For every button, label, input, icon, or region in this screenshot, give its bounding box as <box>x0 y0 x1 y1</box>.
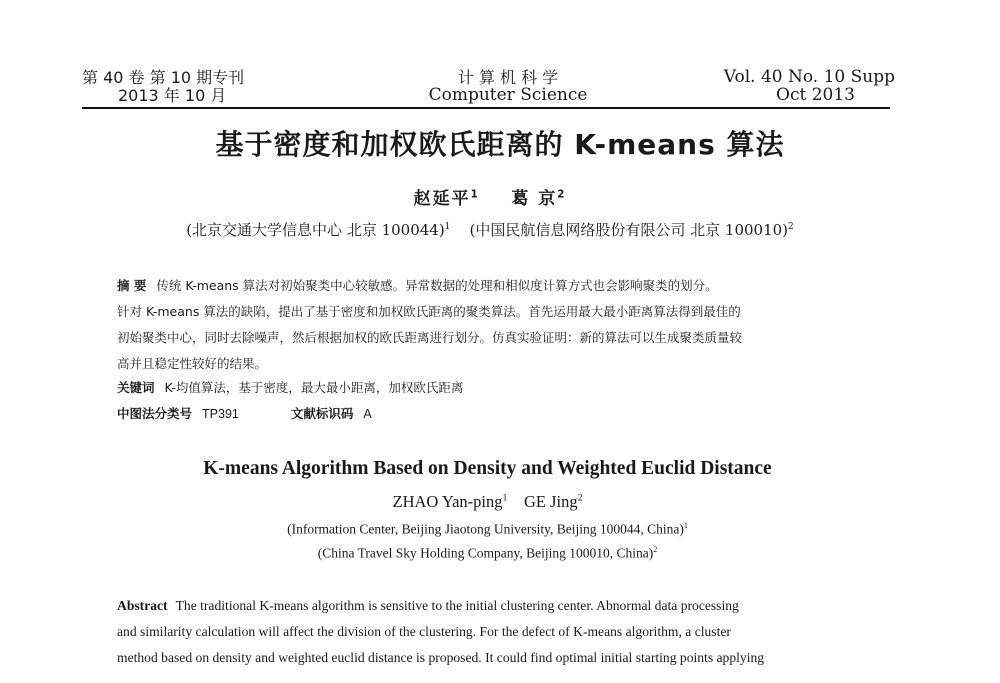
affiliation-1-cn-sup: 1 <box>444 222 451 232</box>
author-2-en-sup: 2 <box>577 492 583 504</box>
abstract-cn-line-2: 针对 K-means 算法的缺陷，提出了基于密度和加权欧氏距离的聚类算法。首先运用最大最小距离算法得到最佳的 <box>117 304 741 319</box>
paper-title-cn: 基于密度和加权欧氏距离的 K-means 算法 <box>215 128 785 161</box>
paper-title-en: K-means Algorithm Based on Density and Weighted Euclid Distance <box>203 458 772 479</box>
abstract-en-line-1 <box>117 598 862 614</box>
doccode-label-cn: 文献标识码 <box>290 406 354 421</box>
header-volume-issue: 第 40 卷 第 10 期专刊 <box>82 68 245 87</box>
abstract-label-en: Abstract <box>117 598 168 613</box>
header-rule <box>82 107 890 109</box>
abstract-cn-line-3: 初始聚类中心，同时去除噪声，然后根据加权的欧氏距离进行划分。仿真实验证明：新的算法可以生成聚类质量较 <box>117 330 743 345</box>
affiliations-cn <box>0 219 980 240</box>
abstract-cn-line-4: 高并且稳定性较好的结果。 <box>117 356 268 371</box>
header-journal-en: Computer Science <box>428 85 588 105</box>
author-2-cn: 葛 京 <box>511 189 558 209</box>
header-journal-cn: 计 算 机 科 学 <box>457 68 559 87</box>
keywords-text-cn: K-均值算法，基于密度，最大最小距离，加权欧氏距离 <box>164 380 464 395</box>
affiliation-1-en-text: (Information Center, Beijing Jiaotong University, Beijing 100044, China) <box>287 521 684 537</box>
affiliation-1-en <box>0 521 975 538</box>
affiliation-2-cn-sup: 2 <box>788 222 794 232</box>
authors-cn <box>0 184 980 209</box>
abstract-label-cn: 摘 要 <box>117 278 147 293</box>
affiliation-2-en-text: (China Travel Sky Holding Company, Beijing 100010, China) <box>317 545 654 561</box>
affiliation-2-cn: (中国民航信息网络股份有限公司 北京 100010) <box>469 221 789 239</box>
abstract-en-line-3: method based on density and weighted euclid distance is proposed. It could find optimal initial starting points applying <box>117 650 765 665</box>
doccode-value: A <box>363 407 372 421</box>
abstract-en-line-2: and similarity calculation will affect the division of the clustering. For the defect of K-means algorithm, a cluster <box>117 624 731 639</box>
clc-value: TP391 <box>202 407 239 421</box>
keywords-cn <box>117 378 877 396</box>
author-1-en-sup: 1 <box>502 492 508 504</box>
classification-cn <box>117 404 877 422</box>
header-date-en: Oct 2013 <box>776 85 855 105</box>
header-date-cn: 2013 年 10 月 <box>118 86 227 105</box>
abstract-cn-line-1 <box>117 276 877 294</box>
author-1-cn-sup: 1 <box>470 189 480 201</box>
affiliation-2-en-sup: 2 <box>653 545 658 554</box>
author-1-en: ZHAO Yan-ping <box>392 492 503 511</box>
author-2-cn-sup: 2 <box>557 189 567 201</box>
keywords-label-cn: 关键词 <box>117 380 155 395</box>
affiliation-1-en-sup: 1 <box>683 521 688 530</box>
clc-label-cn: 中图法分类号 <box>117 406 193 421</box>
author-1-cn: 赵延平 <box>413 189 471 209</box>
authors-en <box>0 492 975 512</box>
header-volume-en: Vol. 40 No. 10 Supp <box>723 67 895 87</box>
abstract-en-text-1: The traditional K-means algorithm is sensitive to the initial clustering center. Abnormal data processing <box>175 598 739 613</box>
affiliation-2-en <box>0 545 975 562</box>
author-2-en: GE Jing <box>523 492 578 511</box>
affiliation-1-cn: (北京交通大学信息中心 北京 100044) <box>186 221 445 239</box>
abstract-cn-text-1: 传统 K-means 算法对初始聚类中心较敏感。异常数据的处理和相似度计算方式也会影响聚类的划分。 <box>156 278 718 293</box>
